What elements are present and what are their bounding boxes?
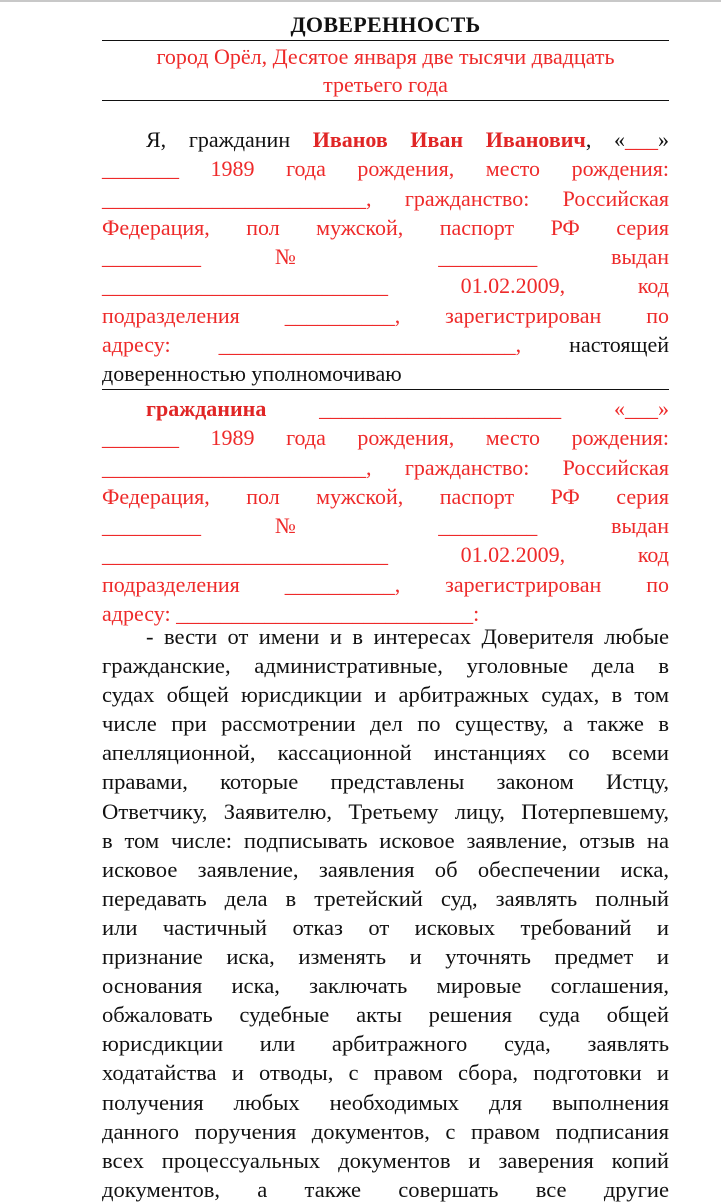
principal-block	[102, 125, 669, 390]
fill-in-text: Федерация, пол мужской, паспорт РФ серия	[102, 214, 669, 240]
text-line	[102, 125, 669, 154]
text-line	[102, 570, 669, 599]
text-line	[102, 242, 669, 271]
text-line	[102, 540, 669, 569]
text-line	[102, 271, 669, 300]
text-line	[102, 213, 669, 242]
fill-in-text: __________________________ 01.02.2009, код	[102, 542, 669, 568]
text-line: - вести от имени и в интересах Доверителя любые	[146, 624, 669, 649]
place-date-line: город Орёл, Десятое января две тысячи двадцать	[156, 44, 615, 69]
fill-in-text: ______________________ «___»	[266, 396, 669, 421]
text-line: получения любых необходимых для выполнения	[102, 1089, 669, 1115]
text-line	[102, 482, 669, 511]
fill-in-text: ___	[625, 127, 658, 152]
place-and-date	[102, 43, 669, 101]
static-text: »	[658, 127, 669, 152]
text-line	[102, 394, 669, 423]
text-line	[102, 184, 669, 213]
powers-paragraph	[102, 622, 669, 1204]
text-line	[102, 154, 669, 183]
text-line: исковое заявление, заявления об обеспечении иска,	[102, 856, 669, 882]
text-line	[102, 423, 669, 452]
text-line	[102, 330, 669, 359]
text-line: передавать дела в третейский суд, заявлять полный	[102, 885, 669, 911]
static-text: настоящей	[521, 332, 669, 358]
fill-in-text: подразделения __________, зарегистрирован по	[102, 302, 669, 328]
text-line: гражданские, административные, уголовные дела в	[102, 653, 669, 679]
static-text: Я, гражданин	[146, 127, 313, 152]
fill-in-text: Федерация, пол мужской, паспорт РФ серия	[102, 483, 669, 509]
text-line: апелляционной, кассационной инстанциях со всеми	[102, 740, 669, 766]
text-line: числе при рассмотрении дел по существу, а также в	[102, 711, 669, 737]
text-line: в том числе: подписывать исковое заявление, отзыв на	[102, 827, 669, 853]
fill-in-text: ________________________, гражданство: Российская	[102, 454, 669, 480]
text-line	[102, 359, 669, 389]
fill-in-text: _______ 1989 года рождения, место рождения:	[102, 425, 669, 451]
text-line: ходатайства и отводы, с правом сбора, подготовки и	[102, 1060, 669, 1086]
page-top-edge	[0, 0, 721, 2]
static-text: , «	[585, 127, 625, 152]
text-line	[102, 301, 669, 330]
text-line: документов, а также совершать все другие	[102, 1176, 669, 1202]
text-line: или частичный отказ от исковых требований и	[102, 914, 669, 940]
fill-in-text: адресу: ___________________________,	[102, 332, 522, 358]
fill-in-text: _________ № _________ выдан	[102, 244, 669, 270]
fill-in-text: ________________________, гражданство: Российская	[102, 185, 669, 211]
text-line	[102, 511, 669, 540]
fill-in-text: адресу: ___________________________:	[102, 601, 480, 627]
text-line: всех процессуальных документов и заверения копий	[102, 1147, 669, 1173]
place-date-line: третьего года	[323, 72, 448, 97]
text-line: судах общей юрисдикции и арбитражных судах, в том	[102, 682, 669, 708]
text-line: обжаловать судебные акты решения суда общей	[102, 1002, 669, 1028]
agent-block	[102, 394, 669, 628]
document-title: ДОВЕРЕННОСТЬ	[102, 9, 669, 41]
text-line	[102, 453, 669, 482]
text-line: признание иска, изменять и уточнять предмет и	[102, 944, 669, 970]
highlighted-name: гражданина	[146, 396, 267, 421]
text-line: данного поручения документов, с правом подписания	[102, 1118, 669, 1144]
fill-in-text: _________ № _________ выдан	[102, 513, 669, 539]
fill-in-text: подразделения __________, зарегистрирован по	[102, 571, 669, 597]
text-line: основания иска, заключать мировые соглашения,	[102, 973, 669, 999]
text-line: юрисдикции или арбитражного суда, заявлять	[102, 1031, 669, 1057]
text-line: правами, которые представлены законом Истцу,	[102, 769, 669, 795]
highlighted-name: Иванов Иван Иванович	[312, 127, 586, 152]
fill-in-text: __________________________ 01.02.2009, код	[102, 273, 669, 299]
text-line: Ответчику, Заявителю, Третьему лицу, Потерпевшему,	[102, 798, 669, 824]
fill-in-text: _______ 1989 года рождения, место рождения:	[102, 156, 669, 182]
static-text: доверенностью уполномочиваю	[102, 361, 402, 387]
